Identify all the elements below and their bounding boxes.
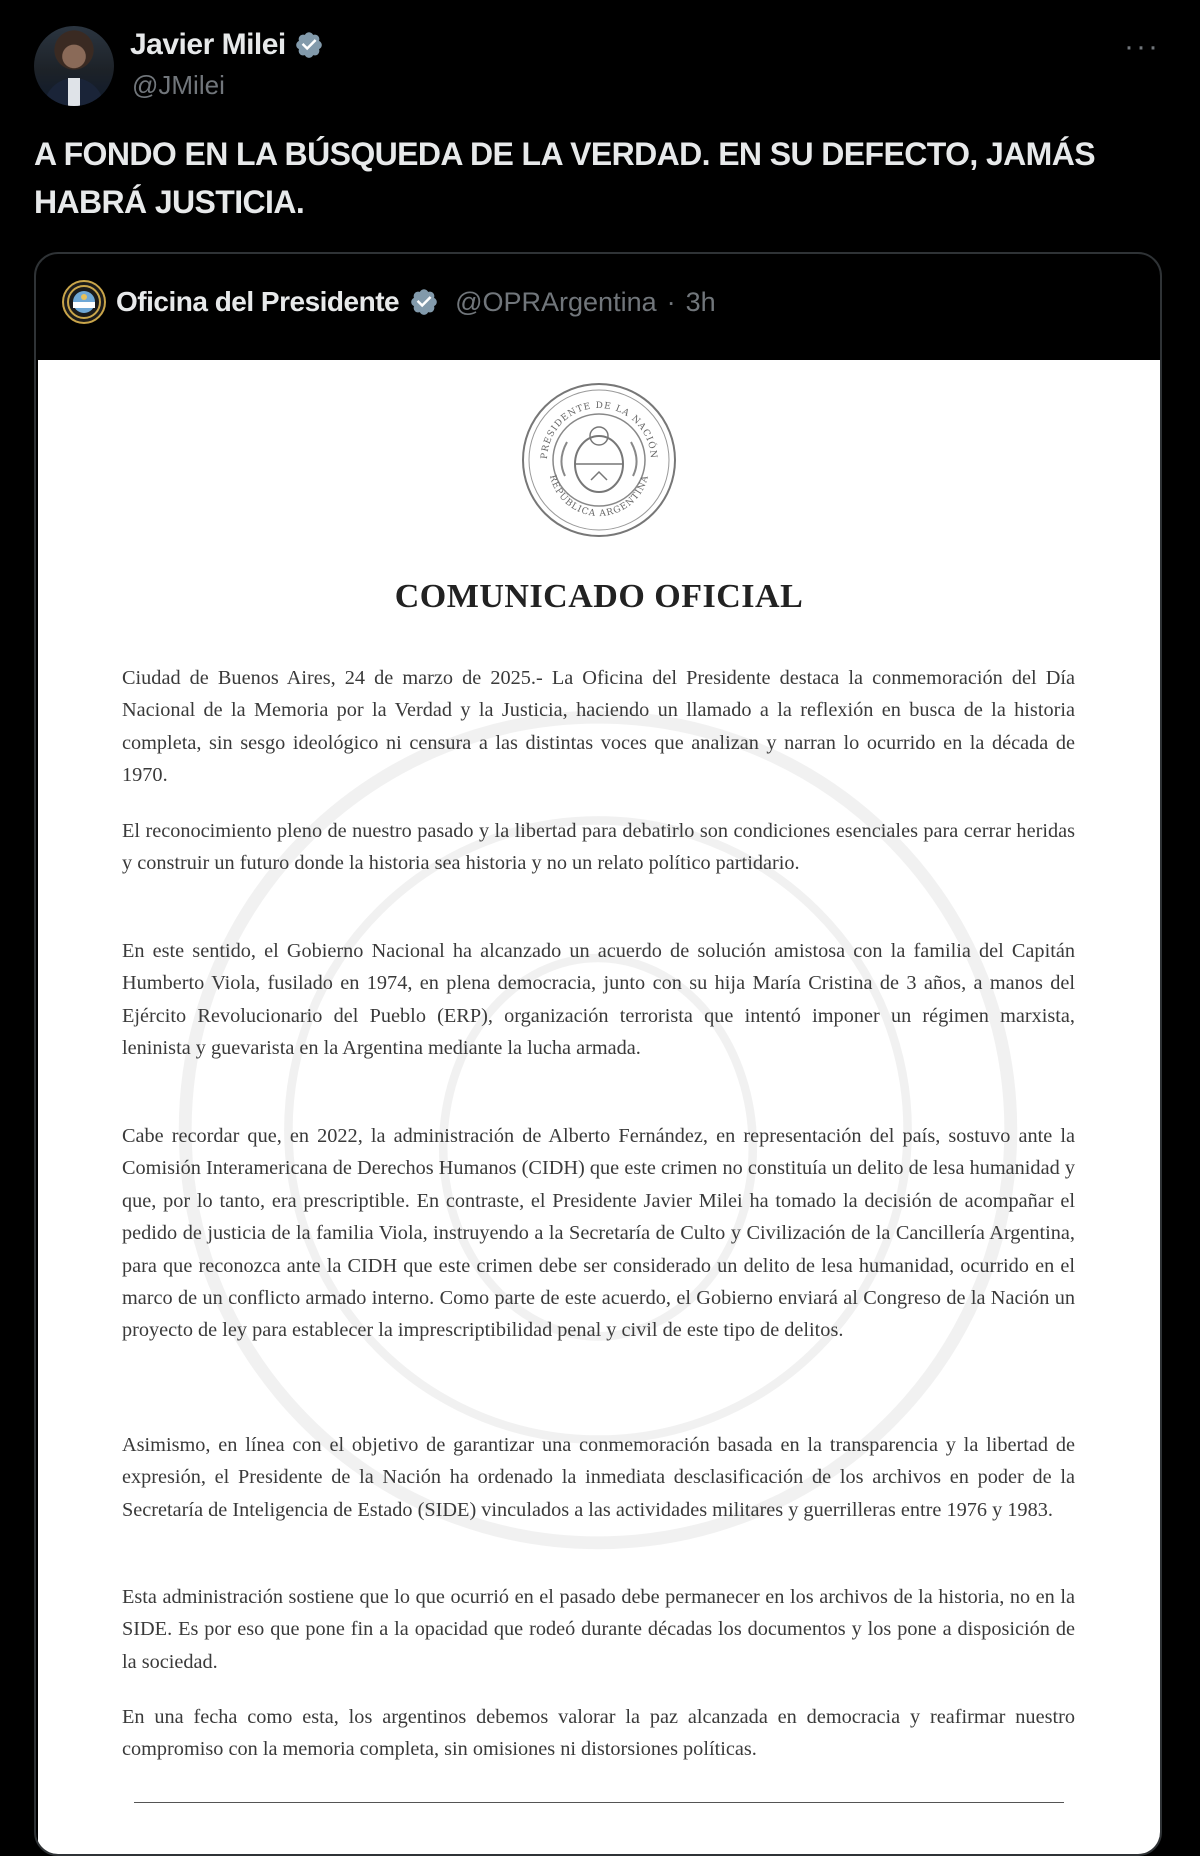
author-handle[interactable]: @JMilei — [132, 70, 225, 100]
quoted-timestamp[interactable]: 3h — [685, 286, 716, 317]
more-options-icon[interactable]: ··· — [1124, 30, 1160, 63]
quoted-author-name[interactable]: Oficina del Presidente — [116, 286, 400, 317]
quoted-post[interactable] — [34, 252, 1162, 1856]
communique-paragraph-1: Ciudad de Buenos Aires, 24 de marzo de 2025.- La Oficina del Presidente destaca la conmemoración del Día Nacional de la Memoria por la Verdad y la Justicia, haciendo un llamado a la reflexión en busca de la historia completa, sin sesgo ideológico ni censura a las distintas voces que analizan y narran lo ocurrido en la década de 1970. — [122, 667, 1075, 787]
communique-paragraph-2: El reconocimiento pleno de nuestro pasado y la libertad para debatirlo son condiciones esenciales para cerrar heridas y construir un futuro donde la historia sea historia y no un relato político partidario. — [122, 820, 1075, 875]
svg-text:REPÚBLICA ARGENTINA: REPÚBLICA ARGENTINA — [546, 473, 652, 520]
communique-title: COMUNICADO OFICIAL — [394, 578, 804, 615]
avatar-shirt — [68, 78, 80, 106]
quoted-post-header — [62, 280, 716, 324]
quoted-author-handle[interactable]: @OPRArgentina — [455, 286, 657, 317]
quoted-verified-badge-icon — [409, 287, 439, 317]
communique-paragraph-3: En este sentido, el Gobierno Nacional ha alcanzado un acuerdo de solución amistosa con la familia del Capitán Humberto Viola, fusilado en 1974, en plena democracia, junto con su hija María Cristina de 3 años, a manos del Ejército Revolucionario del Pueblo (ERP), organización terrorista que intentó imponer un régimen marxista, leninista y guevarista en la Argentina mediante la lucha armada. — [122, 940, 1075, 1060]
author-display-name[interactable]: Javier Milei — [130, 28, 286, 61]
svg-text:PRESIDENTE DE LA NACIÓN: PRESIDENTE DE LA NACIÓN — [539, 400, 659, 460]
author-name-row — [130, 28, 324, 62]
presidential-seal-icon — [519, 380, 679, 540]
communique-image[interactable] — [38, 360, 1160, 1856]
oficina-seal-icon[interactable] — [62, 280, 106, 324]
communique-paragraph-6: Esta administración sostiene que lo que ocurrió en el pasado debe permanecer en los archivos de la historia, no en la SIDE. Es por eso que pone fin a la opacidad que rodeó durante décadas los documentos y los pone a disposición de la sociedad. — [122, 1586, 1075, 1673]
tweet-text: A FONDO EN LA BÚSQUEDA DE LA VERDAD. EN SU DEFECTO, JAMÁS HABRÁ JUSTICIA. — [34, 136, 1095, 220]
communique-paragraph-7: En una fecha como esta, los argentinos debemos valorar la paz alcanzada en democracia y reafirmar nuestro compromiso con la memoria completa, sin omisiones ni distorsiones políticas. — [122, 1706, 1075, 1761]
verified-badge-icon — [294, 30, 324, 60]
quoted-separator: · — [666, 286, 676, 317]
signature-divider — [134, 1802, 1064, 1803]
communique-paragraph-5: Asimismo, en línea con el objetivo de garantizar una conmemoración basada en la transparencia y la libertad de expresión, el Presidente de la Nación ha ordenado la inmediata desclasificación de los archivos en poder de la Secretaría de Inteligencia de Estado (SIDE) vinculados a las actividades militares y guerrilleras entre 1976 y 1983. — [122, 1434, 1075, 1521]
author-avatar[interactable] — [34, 26, 114, 106]
communique-paragraph-4: Cabe recordar que, en 2022, la administración de Alberto Fernández, en representación del país, sostuvo ante la Comisión Interamericana de Derechos Humanos (CIDH) que este crimen no constituía un delito de lesa humanidad y que, por lo tanto, era prescriptible. En contraste, el Presidente Javier Milei ha tomado la decisión de acompañar el pedido de justicia de la familia Viola, instruyendo a la Secretaría de Culto y Civilización de la Cancillería Argentina, para que reconozca ante la CIDH que este crimen debe ser considerado un delito de lesa humanidad, ocurrido en el marco de un conflicto armado interno. Como parte de este acuerdo, el Gobierno enviará al Congreso de la Nación un proyecto de ley para establecer la imprescriptibilidad penal y civil de este tipo de delitos. — [122, 1125, 1075, 1342]
